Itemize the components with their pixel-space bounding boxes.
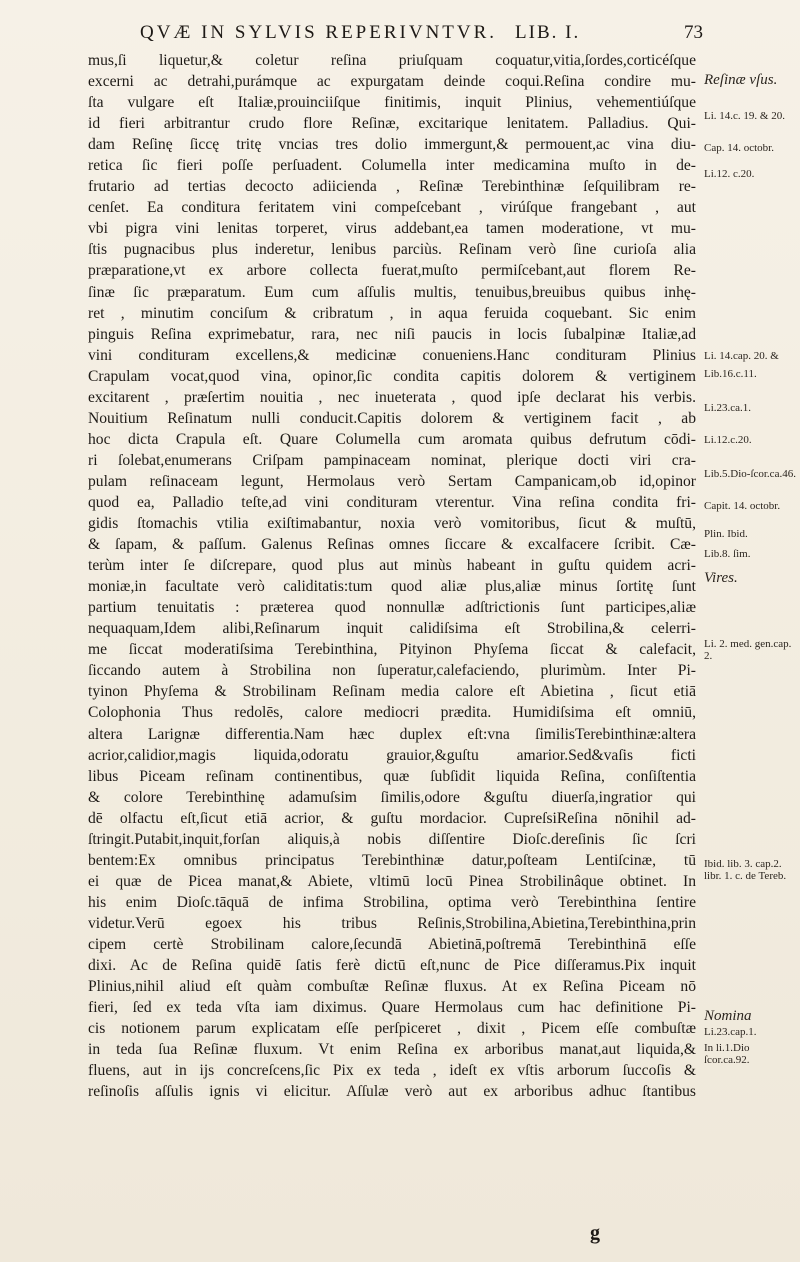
margin-note-n5: Lib.16.c.11. xyxy=(704,368,757,380)
margin-note-n7: Li.12.c.20. xyxy=(704,434,752,446)
text-line: moniæ,in facultate verò caliditatis:tum quod aliæ plus,aliæ minus ſortitę ſunt xyxy=(88,578,696,596)
text-line: tyinon Phyſema & Strobilinam Reſinam media calore eſt Abietina , ſicut etiā xyxy=(88,683,696,701)
text-line: partium tenuitatis : præterea quod nonnullæ adſtrictionis ſunt participes,aliæ xyxy=(88,599,696,617)
text-line: ri ſolebat,enumerans Criſpam pampinaceam nominat, plerique docti viri cra- xyxy=(88,451,696,469)
text-line: præparatione,vt ex arbore collecta fuerat,muſto permiſcebant,aut florem Re- xyxy=(88,262,696,280)
text-line: acrior,calidior,magis liquida,odoratu grauior,&guſtu amarior.Sed&vaſis ficti xyxy=(88,746,696,764)
text-line: ei quæ de Picea manat,& Abiete, vltimū locū Pinea Strobilinâque obtinet. In xyxy=(88,872,696,890)
text-line: dixi. Ac de Reſina quidē ſatis ferè dictū eſt,nunc de Pice diſſeramus.Pix inquit xyxy=(88,957,696,975)
text-line: excerni ac detrahi,purámque ac expurgatam deinde coqui.Reſina condire mu- xyxy=(88,73,696,91)
main-text-column xyxy=(88,50,696,1102)
margin-note-vires: Vires. xyxy=(704,570,738,586)
text-line: frutario ad tertias decocto adiicienda , Reſinæ Terebinthinæ ſeſquilibram re- xyxy=(88,178,696,196)
margin-note-n1: Li. 14.c. 19. & 20. xyxy=(704,110,785,122)
text-line: retica ſic fieri poſſe perſuadent. Columella inter medicamina muſto in de- xyxy=(88,157,696,175)
margin-note-n4: Li. 14.cap. 20. & xyxy=(704,350,779,362)
margin-note-nomina: Nomina xyxy=(704,1008,752,1024)
text-line: pulam reſinaceam legunt, Hermolaus verò Sertam Campanicam,ob id,opinor xyxy=(88,472,696,490)
margin-note-n2: Cap. 14. octobr. xyxy=(704,142,774,154)
text-line: altera Larignæ differentia.Nam hæc duplex eſt:vna ſimilisTerebinthinæ:altera xyxy=(88,725,696,743)
text-line: nequaquam,Idem alibi,Reſinarum inquit calidiſsima eſt Strobilina,& celerri- xyxy=(88,620,696,638)
signature-mark: g xyxy=(590,1222,600,1244)
text-line: pinguis Reſina exprimebatur, rara, nec niſi paucis in locis ſubalpinæ Italiæ,ad xyxy=(88,325,696,343)
text-line: dē olfactu eſt,ſicut etiā acrior, & guſtu mordacior. CupreſsiReſina nōnihil ad- xyxy=(88,809,696,827)
text-line: in teda ſua Reſinæ fluxum. Vt enim Reſina ex arboribus manat,aut liquida,& xyxy=(88,1041,696,1059)
book-label: LIB. I. xyxy=(515,22,581,43)
text-line: dam Reſinę ſiccę tritę vncias tres dolio immergunt,& permouent,ac vina diu- xyxy=(88,136,696,154)
text-line: & ſapam, & paſſum. Galenus Reſinas omnes ſiccare & excalfacere ſcribit. Cæ- xyxy=(88,536,696,554)
margin-note-n11: Lib.8. ſim. xyxy=(704,548,751,560)
margin-note-n14: Li.23.cap.1. xyxy=(704,1026,757,1038)
text-line: Crapulam vocat,quod vina, opinor,ſic condita capitis dolorem & vertiginem xyxy=(88,367,696,385)
text-line: his enim Dioſc.tāquā de infima Strobilina, optima verò Terebinthina ſentire xyxy=(88,893,696,911)
text-line: ſta vulgare eſt Italiæ,prouinciiſque finitimis, inquit Plinius, vehementiúſque xyxy=(88,94,696,112)
text-line: cis notionem parum explicatam eſſe perſpiceret , dixit , Picem eſſe combuſtæ xyxy=(88,1020,696,1038)
margin-note-n10: Plin. Ibid. xyxy=(704,528,748,540)
text-line: quod ea, Palladio teſte,ad vini condituram vterentur. Vina reſina condita fri- xyxy=(88,493,696,511)
text-line: Nouitium Reſinatum nulli conducit.Capitis dolorem & vertiginem facit , ab xyxy=(88,409,696,427)
text-line: vbi pigra vini lenitas torperet, virus addebant,ea tamen moderatione, vt mu- xyxy=(88,220,696,238)
running-header xyxy=(140,18,700,48)
text-line: terùm inter ſe diſcrepare, quod plus aut minùs habeant in guſtu quidem acri- xyxy=(88,557,696,575)
text-line: bentem:Ex omnibus principatus Terebinthinæ datur,poſteam Lentiſcinæ, tū xyxy=(88,851,696,869)
margin-note-n15: In li.1.Dio ſcor.ca.92. xyxy=(704,1042,750,1066)
text-line: me ſiccat moderatiſsima Terebinthina, Pityinon Phyſema ſiccat & calefacit, xyxy=(88,641,696,659)
margin-note-n8: Lib.5.Dio-ſcor.ca.46. xyxy=(704,468,796,480)
margin-note-n12: Li. 2. med. gen.cap. 2. xyxy=(704,638,792,662)
text-line: mus,ſi liquetur,& coletur reſina priuſquam coquatur,vitia,ſordes,corticéſque xyxy=(88,52,696,69)
text-line: ſinæ ſic præparatum. Eum cum aſſulis multis, tenuibus,breuibus quibus inhę- xyxy=(88,283,696,301)
margin-note-n3: Li.12. c.20. xyxy=(704,168,755,180)
running-title: QVÆ IN SYLVIS REPERIVNTVR. xyxy=(140,22,498,43)
margin-note-resinae-usus: Reſinæ vſus. xyxy=(704,72,778,88)
text-line: reſinoſis aſſulis ignis vi elicitur. Aſſulæ verò aut ex arboribus adhuc ſtantibus xyxy=(88,1083,696,1101)
text-line: vini condituram excellens,& medicinæ conueniens.Hanc condituram Plinius xyxy=(88,346,696,364)
text-line: Plinius,nihil aliud eſt quàm combuſtæ Reſinæ fluxus. At ex Reſina Piceam nō xyxy=(88,978,696,996)
text-line: fluens, aut in ijs concreſcens,ſic Pix ex teda , ideſt ex vſtis arborum ſuccoſis & xyxy=(88,1062,696,1080)
text-line: hoc dicta Crapula eſt. Quare Columella cum aromata quibus defrutum cōdi- xyxy=(88,430,696,448)
text-line: ſtis pugnacibus plus inderetur, lenibus parciùs. Reſinam verò ſine curioſa alia xyxy=(88,241,696,259)
text-line: ſiccando autem à Strobilina non ſuperatur,calefaciendo, plurimùm. Inter Pi- xyxy=(88,662,696,680)
text-line: videtur.Verū egoex his tribus Reſinis,Strobilina,Abietina,Terebinthina,prin xyxy=(88,914,696,932)
page-number: 73 xyxy=(684,22,703,43)
text-line: Colophonia Thus redolēs, calore mediocri prædita. Humidiſsima eſt omniū, xyxy=(88,704,696,722)
margin-note-n9: Capit. 14. octobr. xyxy=(704,500,781,512)
text-line: libus Piceam reſinam continentibus, quæ ſubſidit liquida Reſina, conſiſtentia xyxy=(88,767,696,785)
text-line: ſtringit.Putabit,inquit,forſan aliquis,à nobis diſſentire Dioſc.dereſinis ſic ſcri xyxy=(88,830,696,848)
text-line: gidis ſtomachis vtilia exiſtimabantur, noxia verò vomitoribus, ſicut & muſtū, xyxy=(88,515,696,533)
text-line: fieri, ſed ex teda vſta iam diximus. Quare Hermolaus cum hac definitione Pi- xyxy=(88,999,696,1017)
text-line: excitarent , præſertim nouitia , nec inueterata , quod ipſe declarat his verbis. xyxy=(88,388,696,406)
margin-note-n6: Li.23.ca.1. xyxy=(704,402,752,414)
text-line: ret , minutim conciſum & cribratum , in aqua feruida coquebant. Sic enim xyxy=(88,304,696,322)
text-line: id fieri arbitrantur crudo flore Reſinæ, excitarique lenitatem. Palladius. Qui- xyxy=(88,115,696,133)
text-line: & colore Terebinthinę adamuſsim ſimilis,odore &guſtu diuerſa,ingratior qui xyxy=(88,788,696,806)
text-line: cenſet. Ea conditura feritatem vini compeſcebant , virúſque frangebant , aut xyxy=(88,199,696,217)
margin-note-n13: Ibid. lib. 3. cap.2. libr. 1. c. de Tereb. xyxy=(704,858,787,882)
text-line: cipem certè Strobilinam calore,ſecundā Abietinā,poſtremā Terebinthinā eſſe xyxy=(88,935,696,953)
